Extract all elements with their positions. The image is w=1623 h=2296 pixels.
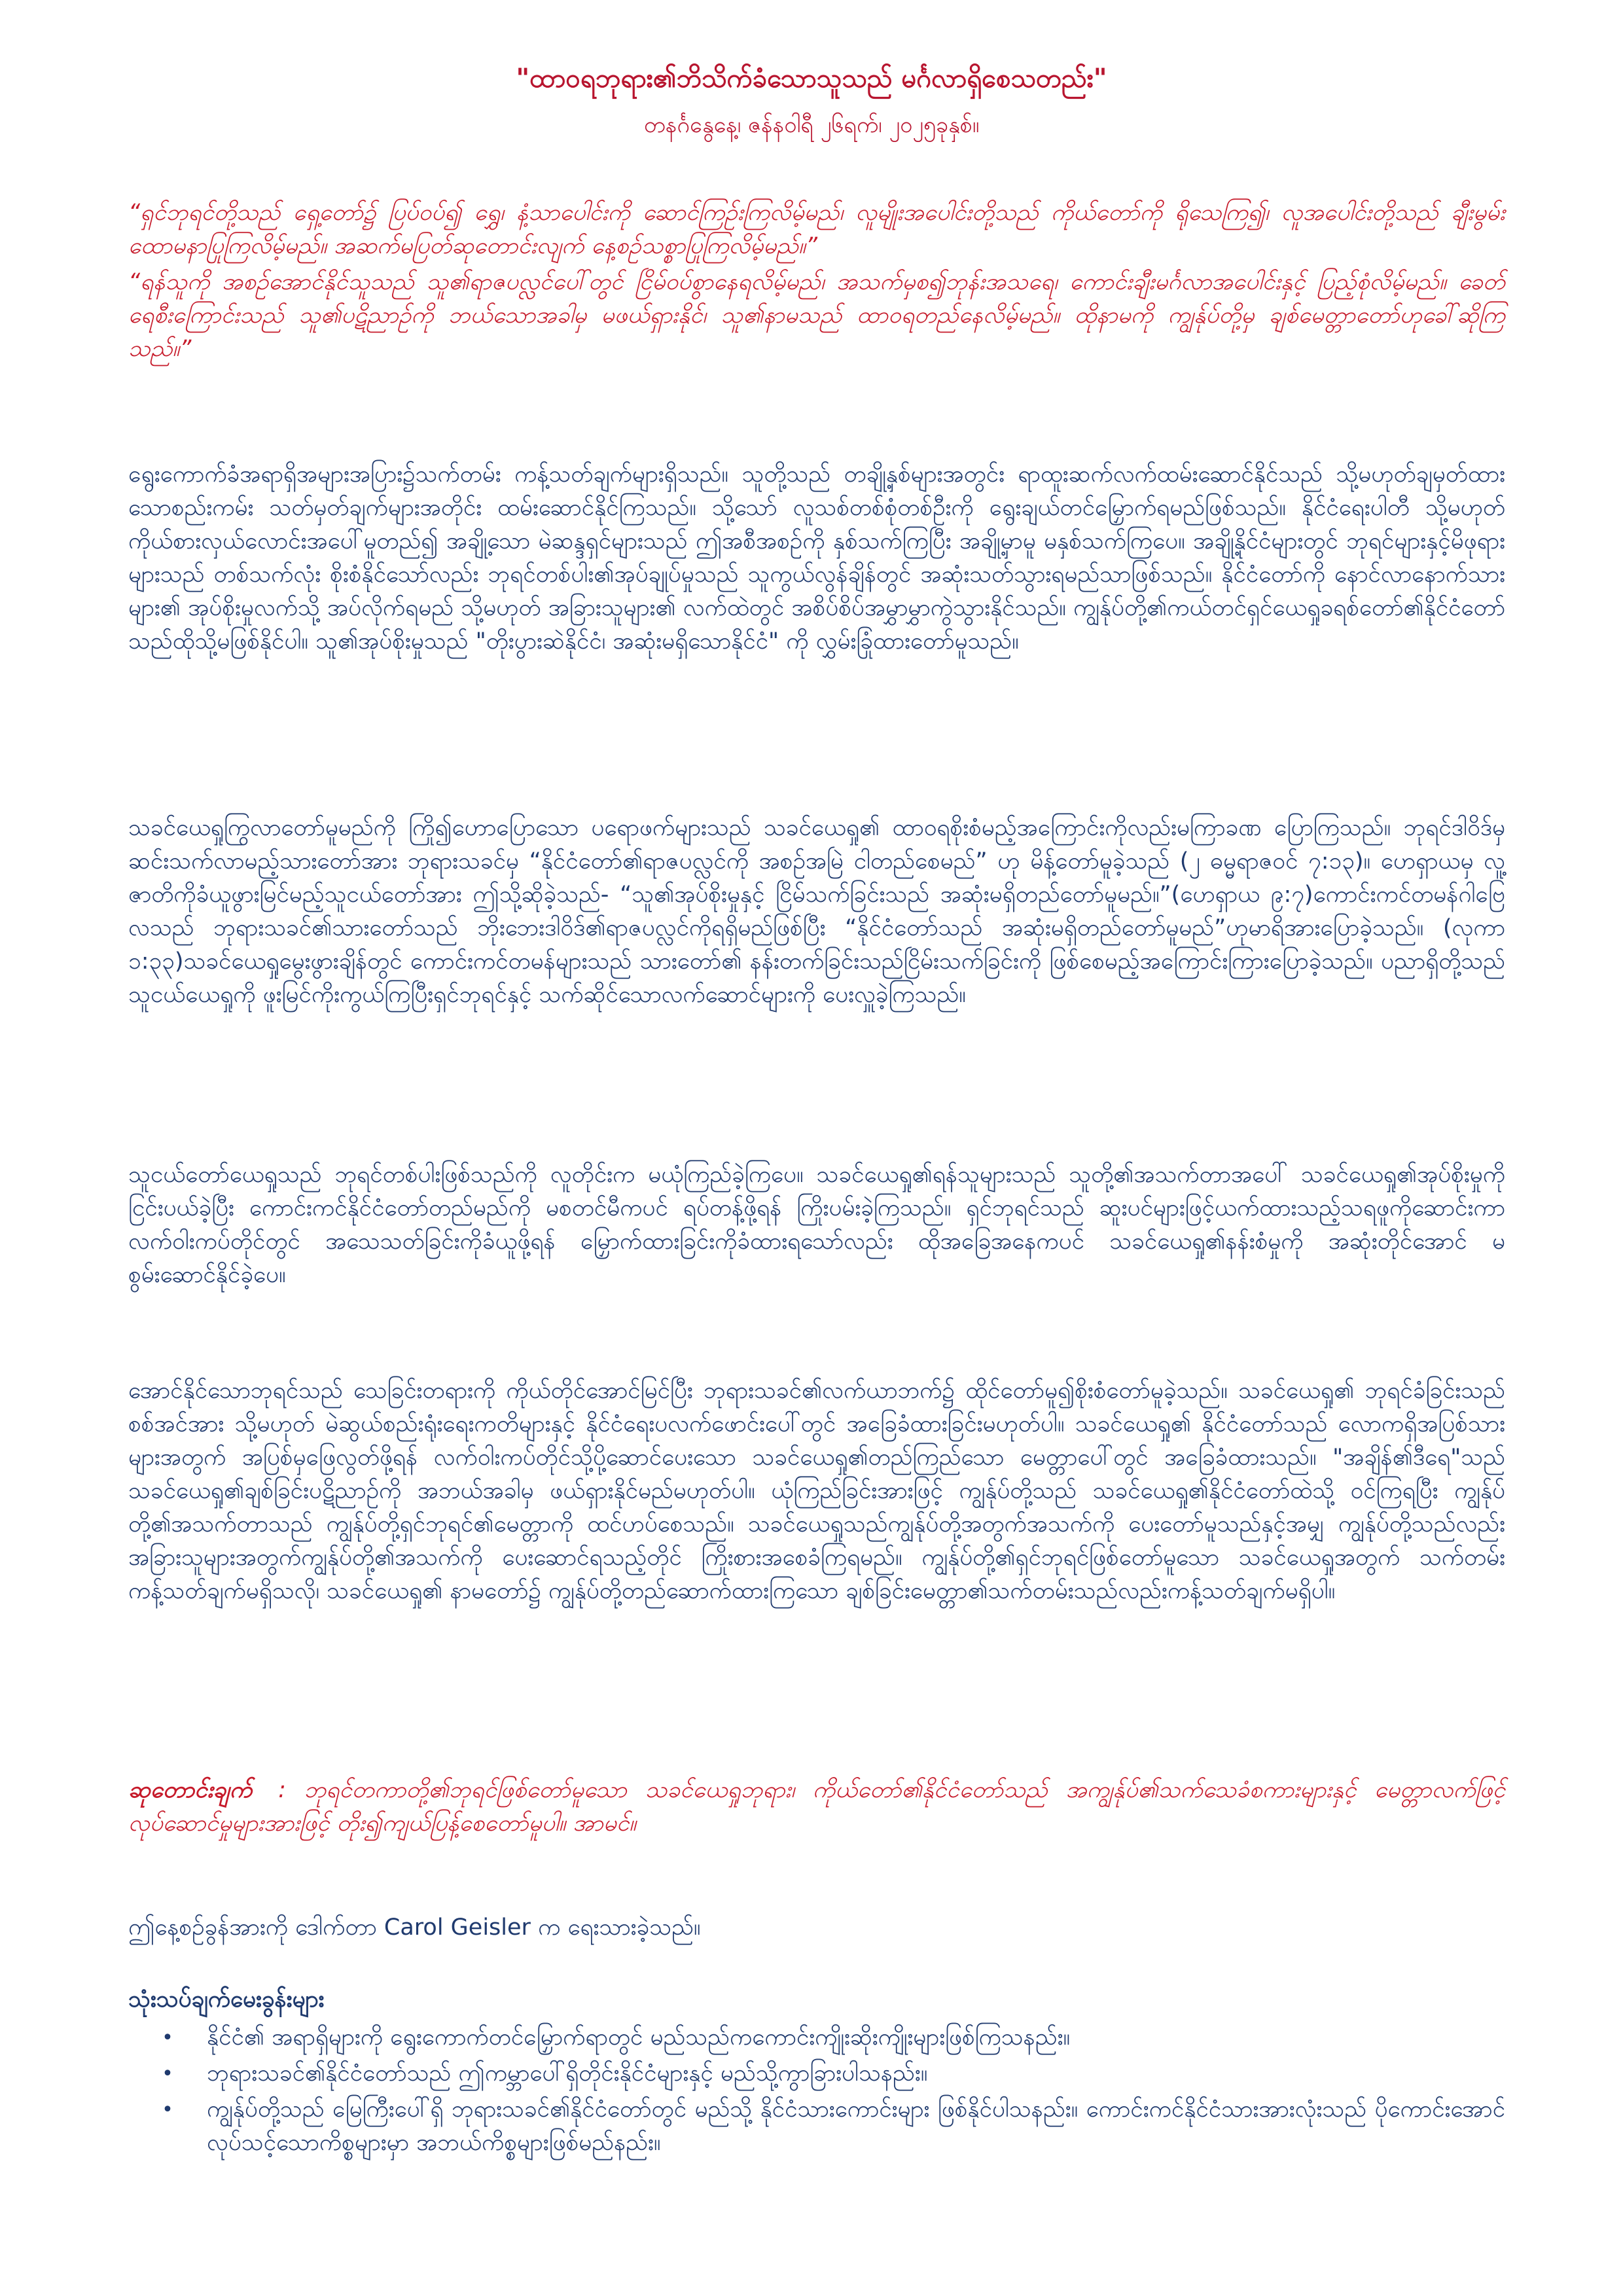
question-text: နိုင်ငံ၏ အရာရှိများကို ရွေးကောက်တင်မြှောက်ရာတွင် မည်သည်ကကောင်းကျိုးဆိုးကျိုးများဖြစ်ကြသနည်း။ (207, 2024, 1071, 2051)
bullet-icon: • (162, 2098, 173, 2121)
body-paragraph (128, 1374, 1505, 1608)
bullet-icon: • (162, 2062, 173, 2085)
page-title: "ထာဝရဘုရား၏ဘိသိက်ခံသောသူသည် မင်္ဂလာရှိစေသတည်း" (516, 63, 1107, 94)
body-paragraph (128, 1158, 1505, 1292)
paragraph-text: အောင်နိုင်သောဘုရင်သည် သေခြင်းတရားကို ကိုယ်တိုင်အောင်မြင်ပြီး ဘုရားသခင်၏လက်ယာဘက်၌ ထိုင်တော်မူ၍စိုးစံတော်မူခဲ့သည်။ သခင်ယေရှု၏ ဘုရင်ခံခြင်းသည် စစ်အင်အား သို့မဟုတ် မဲဆွယ်စည်းရုံးရေးကတိများနှင့် နိုင်ငံရေးပလက်ဖောင်းပေါ်တွင် အခြေခံထားခြင်းမဟုတ်ပါ။ သခင်ယေရှု၏ နိုင်ငံတော်သည် လောကရှိအပြစ်သားများအတွက် အပြစ်မှဖြေလွတ်ဖို့ရန် လက်ဝါးကပ်တိုင်သို့ပို့ဆောင်ပေးသော သခင်ယေရှု၏တည်ကြည်သော မေတ္တာပေါ်တွင် အခြေခံထားသည်။ "အချိန်၏ဒီရေ"သည် သခင်ယေရှု၏ချစ်ခြင်းပဋိညာဉ်ကို အဘယ်အခါမှ ဖယ်ရှားနိုင်မည်မဟုတ်ပါ။ ယုံကြည်ခြင်းအားဖြင့် ကျွန်ုပ်တို့သည် သခင်ယေရှု၏နိုင်ငံတော်ထဲသို့ ဝင်ကြရပြီး ကျွန်ုပ်တို့၏အသက်တာသည် ကျွန်ုပ်တို့ရှင်ဘုရင်၏မေတ္တာကို ထင်ဟပ်စေသည်။ သခင်ယေရှုသည်ကျွန်ုပ်တို့အတွက်အသက်ကို ပေးတော်မူသည်နှင့်အမျှ ကျွန်ုပ်တို့သည်လည်း အခြားသူများအတွက်ကျွန်ုပ်တို့၏အသက်ကို ပေးဆောင်ရသည့်တိုင် ကြိုးစားအစေခံကြရမည်။ ကျွန်ုပ်တို့၏ရှင်ဘုရင်ဖြစ်တော်မူသော သခင်ယေရှုအတွက် သက်တမ်းကန့်သတ်ချက်မရှိသလို၊ သခင်ယေရှု၏ နာမတော်၌ ကျွန်ုပ်တို့တည်ဆောက်ထားကြသော ချစ်ခြင်းမေတ္တာ၏သက်တမ်းသည်လည်းကန့်သတ်ချက်မရှိပါ။ (128, 1378, 1505, 1604)
list-item (128, 2093, 1505, 2160)
prayer-label: ဆုတောင်းချက် (128, 1777, 253, 1803)
paragraph-text: သခင်ယေရှုကြွလာတော်မူမည်ကို ကြို၍ဟောပြောသော ပရောဖက်များသည် သခင်ယေရှု၏ ထာဝရစိုးစံမည့်အကြောင်းကိုလည်းမကြာခဏ ပြောကြသည်။ ဘုရင်ဒါဝိဒ်မှ ဆင်းသက်လာမည့်သားတော်အား ဘုရားသခင်မှ “နိုင်ငံတော်၏ရာဇပလ္လင်ကို အစဉ်အမြဲ ငါတည်စေမည်” ဟု မိန့်တော်မူခဲ့သည် (၂ ဓမ္မရာဇဝင် ၇:၁၃)။ ဟေရှာယမှ လူ့ဇာတိကိုခံယူဖွားမြင်မည့်သူငယ်တော်အား ဤသို့ဆိုခဲ့သည်- “သူ၏အုပ်စိုးမှုနှင့် ငြိမ်သက်ခြင်းသည် အဆုံးမရှိတည်တော်မူမည်။”(ဟေရှာယ ၉:၇)ကောင်းကင်တမန်ဂါဗြေလသည် ဘုရားသခင်၏သားတော်သည် ဘိုးဘေးဒါဝိဒ်၏ရာဇပလ္လင်ကိုရရှိမည်ဖြစ်ပြီး “နိုင်ငံတော်သည် အဆုံးမရှိတည်တော်မူမည်”ဟုမာရိအားပြောခဲ့သည်။ (လုကာ ၁:၃၃)သခင်ယေရှုမွေးဖွားချိန်တွင် ကောင်းကင်တမန်များသည် သားတော်၏ နန်းတက်ခြင်းသည်ငြိမ်းသက်ခြင်းကို ဖြစ်စေမည့်အကြောင်းကြားပြောခဲ့သည်။ ပညာရှိတို့သည် သူငယ်ယေရှုကို ဖူးမြင်ကိုးကွယ်ကြပြီးရှင်ဘုရင်နှင့် သက်ဆိုင်သောလက်ဆောင်များကို ပေးလှူခဲ့ကြသည်။ (128, 815, 1505, 1008)
verse-quote: “ရန်သူကို အစဉ်အောင်နိုင်သူသည် သူ၏ရာဇပလ္လင်ပေါ်တွင် ငြိမ်ဝပ်စွာနေရလိမ့်မည်၊ အသက်မှစ၍ဘုန်းအသရေ၊ ကောင်းချီးမင်္ဂလာအပေါင်းနှင့် ပြည့်စုံလိမ့်မည်။ ခေတ်ရေစီးကြောင်းသည် သူ၏ပဋိညာဉ်ကို ဘယ်သောအခါမှ မဖယ်ရှားနိုင်၊ သူ၏နာမသည် ထာဝရတည်နေလိမ့်မည်။ ထိုနာမကို ကျွန်ုပ်တို့မှ ချစ်မေတ္တာတော်ဟုခေါ်ဆိုကြသည်။” (128, 269, 1505, 362)
list-item (128, 2021, 1505, 2054)
prayer-text: : ဘုရင်တကာတို့၏ဘုရင်ဖြစ်တော်မူသော သခင်ယေရှုဘုရား၊ ကိုယ်တော်၏နိုင်ငံတော်သည် အကျွန်ုပ်၏သက်သေခံစကားများနှင့် မေတ္တာလက်ဖြင့်လုပ်ဆောင်မှုများအားဖြင့် တိုး၍ကျယ်ပြန့်စေတော်မူပါ။ အာမင်။ (128, 1777, 1505, 1837)
body-paragraph (128, 458, 1505, 658)
question-text: ကျွန်ုပ်တို့သည် မြေကြီးပေါ်ရှိ ဘုရားသခင်၏နိုင်ငံတော်တွင် မည်သို့ နိုင်ငံသားကောင်းများ ဖြစ်နိုင်ပါသနည်း။ ကောင်းကင်နိုင်ငံသားအားလုံးသည် ပိုကောင်းအောင် လုပ်သင့်သောကိစ္စများမှာ အဘယ်ကိစ္စများဖြစ်မည်နည်း။ (207, 2096, 1505, 2156)
paragraph-text: သူငယ်တော်ယေရှုသည် ဘုရင်တစ်ပါးဖြစ်သည်ကို လူတိုင်းက မယုံကြည်ခဲ့ကြပေ။ သခင်ယေရှု၏ရန်သူများသည် သူတို့၏အသက်တာအပေါ် သခင်ယေရှု၏အုပ်စိုးမှုကို ငြင်းပယ်ခဲ့ပြီး ကောင်းကင်နိုင်ငံတော်တည်မည်ကို မစတင်မီကပင် ရပ်တန့်ဖို့ရန် ကြိုးပမ်းခဲ့ကြသည်။ ရှင်ဘုရင်သည် ဆူးပင်များဖြင့်ယက်ထားသည့်သရဖူကိုဆောင်းကာ လက်ဝါးကပ်တိုင်တွင် အသေသတ်ခြင်းကိုခံယူဖို့ရန် မြှောက်ထားခြင်းကိုခံထားရသော်လည်း ထိုအခြေအနေကပင် သခင်ယေရှု၏နန်းစံမှုကို အဆုံးတိုင်အောင် မစွမ်းဆောင်နိုင်ခဲ့ပေ။ (128, 1162, 1505, 1288)
body-paragraph (128, 812, 1505, 1012)
question-text: ဘုရားသခင်၏နိုင်ငံတော်သည် ဤကမ္ဘာပေါ်ရှိတိုင်းနိုင်ငံများနှင့် မည်သို့ကွာခြားပါသနည်း။ (207, 2060, 928, 2087)
date-line: တနင်္ဂနွေနေ့၊ ဇန်နဝါရီ ၂၆ရက်၊ ၂၀၂၅ခုနှစ်။ (643, 112, 980, 138)
paragraph-text: ရွေးကောက်ခံအရာရှိအများအပြား၌သက်တမ်း ကန့်သတ်ချက်များရှိသည်။ သူတို့သည် တချို့နှစ်များအတွင်း ရာထူးဆက်လက်ထမ်းဆောင်နိုင်သည် သို့မဟုတ်ချမှတ်ထားသောစည်းကမ်း သတ်မှတ်ချက်များအတိုင်း ထမ်းဆောင်နိုင်ကြသည်။ သို့သော် လူသစ်တစ်စုံတစ်ဦးကို ရွေးချယ်တင်မြှောက်ရမည်ဖြစ်သည်။ နိုင်ငံရေးပါတီ သို့မဟုတ် ကိုယ်စားလှယ်လောင်းအပေါ်မူတည်၍ အချို့သော မဲဆန္ဒရှင်များသည် ဤအစီအစဉ်ကို နှစ်သက်ကြပြီး အချို့မှာမူ မနှစ်သက်ကြပေ။ အချို့နိုင်ငံများတွင် ဘုရင်များနှင့်မိဖုရားများသည် တစ်သက်လုံး စိုးစံနိုင်သော်လည်း ဘုရင်တစ်ပါး၏အုပ်ချုပ်မှုသည် သူကွယ်လွန်ချိန်တွင် အဆုံးသတ်သွားရမည်သာဖြစ်သည်။ နိုင်ငံတော်ကို နောင်လာနောက်သားများ၏ အုပ်စိုးမှုလက်သို့ အပ်လိုက်ရမည် သို့မဟုတ် အခြားသူများ၏ လက်ထဲတွင် အစိပ်စိပ်အမွှာမွှာကွဲသွားနိုင်သည်။ ကျွန်ုပ်တို့၏ကယ်တင်ရှင်ယေရှုခရစ်တော်၏နိုင်ငံတော်သည်ထိုသို့မဖြစ်နိုင်ပါ။ သူ၏အုပ်စိုးမှုသည် "တိုးပွားဆဲနိုင်ငံ၊ အဆုံးမရှိသောနိုင်ငံ" ကို လွှမ်းခြုံထားတော်မူသည်။ (128, 461, 1505, 655)
verse-quote: “ရှင်ဘုရင်တို့သည် ရှေ့တော်၌ ပြပ်ဝပ်၍ ရွှေ၊ နံ့သာပေါင်းကို ဆောင်ကြဉ်းကြလိမ့်မည်၊ လူမျိုးအပေါင်းတို့သည် ကိုယ်တော်ကို ရိုသေကြ၍၊ လူအပေါင်းတို့သည် ချီးမွမ်းထောမနာပြုကြလိမ့်မည်။ အဆက်မပြတ်ဆုတောင်းလျက် နေ့စဉ်သစ္စာပြုကြလိမ့်မည်။” (128, 200, 1505, 259)
questions-heading: သုံးသပ်ချက်မေးခွန်းများ (128, 1986, 325, 2013)
scripture-verses (128, 196, 1505, 366)
questions-list (128, 2021, 1505, 2162)
author-credit: ဤနေ့စဉ်ခွန်အားကို ဒေါက်တာ Carol Geisler က ရေးသားခဲ့သည်။ (128, 1914, 701, 1941)
list-item (128, 2057, 1505, 2090)
bullet-icon: • (162, 2026, 173, 2049)
prayer-section (128, 1774, 1505, 1840)
